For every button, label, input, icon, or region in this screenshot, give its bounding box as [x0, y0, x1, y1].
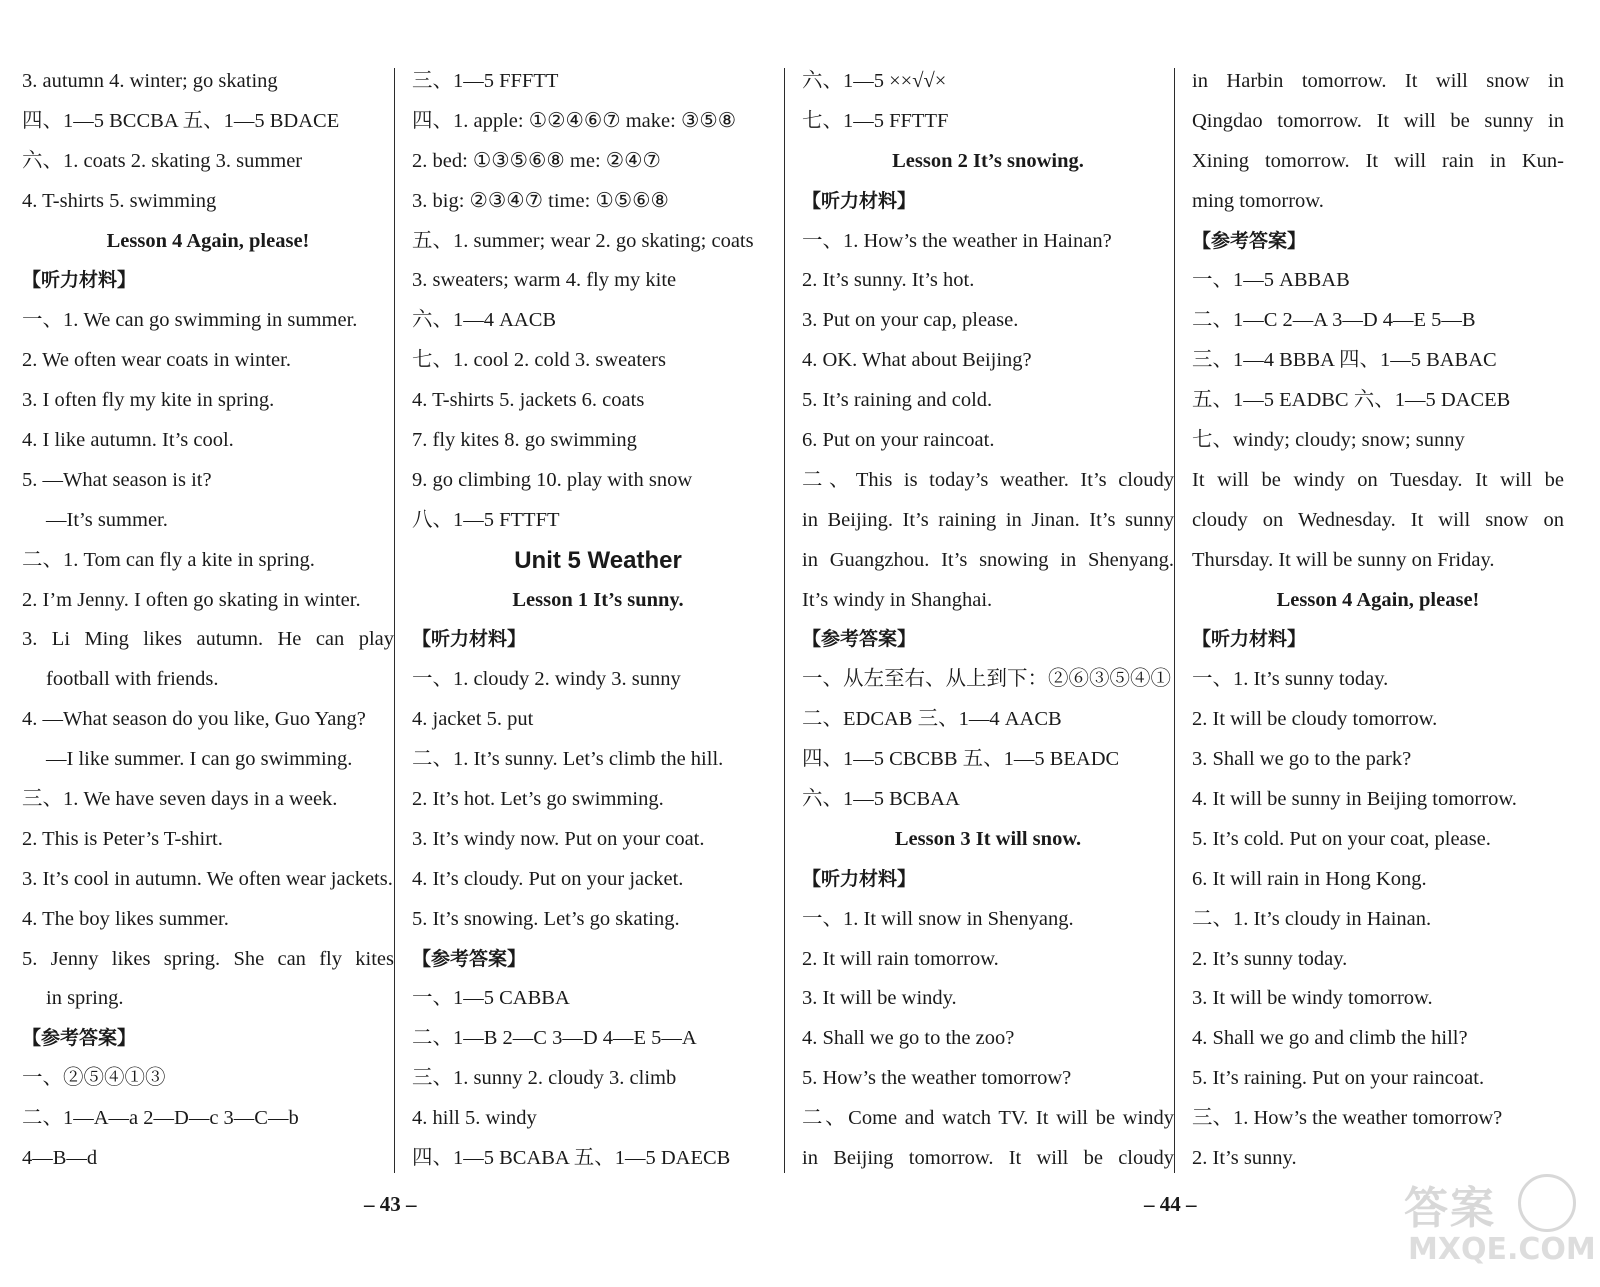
text-line: 八、1—5 FTTFT	[412, 508, 560, 531]
section-tag: 【参考答案】	[1192, 229, 1307, 252]
text-line: 三、1—5 FFFTT	[412, 70, 559, 92]
column-divider	[394, 68, 395, 1173]
text-line: 七、1—5 FFTTF	[802, 109, 949, 132]
section-tag: 【听力材料】	[802, 867, 917, 890]
text-line: 二、1—B 2—C 3—D 4—E 5—A	[412, 1027, 697, 1050]
text-line: 三、1. We have seven days in a week.	[22, 788, 338, 811]
text-line: 二、1. It’s cloudy in Hainan.	[1192, 907, 1432, 930]
text-line: It’s windy in Shanghai.	[802, 588, 993, 611]
text-line: football with friends.	[46, 668, 219, 691]
text-line: 3. Li Ming likes autumn. He can play	[22, 628, 394, 651]
text-line: 3. big: ②③④⑦ time: ①⑤⑥⑧	[412, 189, 669, 212]
text-line: 3. Shall we go to the park?	[1192, 748, 1412, 771]
column-2	[412, 62, 784, 1179]
text-line: Thursday. It will be sunny on Friday.	[1192, 548, 1495, 571]
text-line: 2. It’s sunny.	[1192, 1147, 1297, 1170]
text-line: Qingdao tomorrow. It will be sunny in	[1192, 109, 1564, 132]
text-line: —I like summer. I can go swimming.	[46, 748, 353, 771]
text-line: 4. The boy likes summer.	[22, 907, 229, 930]
section-tag: 【参考答案】	[412, 947, 527, 970]
text-line: 4. hill 5. windy	[412, 1107, 537, 1130]
lesson-heading: Lesson 1 It’s sunny.	[512, 588, 684, 611]
lesson-heading: Lesson 3 It will snow.	[894, 827, 1082, 850]
text-line: 一、1. It’s sunny today.	[1192, 668, 1389, 691]
text-line: 4. Shall we go to the zoo?	[802, 1027, 1015, 1050]
text-line: 2. I’m Jenny. I often go skating in winter.	[22, 588, 361, 611]
text-line: 六、1—4 AACB	[412, 309, 557, 332]
column-3	[802, 62, 1174, 1179]
watermark-badge-icon	[1518, 1174, 1576, 1232]
text-line: 四、1—5 CBCBB 五、1—5 BEADC	[802, 748, 1120, 771]
text-line: in Beijing tomorrow. It will be cloudy	[802, 1147, 1174, 1170]
text-line: 五、1. summer; wear 2. go skating; coats	[412, 229, 754, 252]
section-tag: 【听力材料】	[22, 269, 137, 292]
text-line: 4. T-shirts 5. swimming	[22, 189, 217, 212]
text-line: 一、②⑤④①③	[22, 1067, 166, 1090]
text-line: 六、1. coats 2. skating 3. summer	[22, 149, 303, 172]
unit-heading: Unit 5 Weather	[514, 546, 682, 574]
text-line: 7. fly kites 8. go swimming	[412, 429, 637, 452]
lesson-heading: Lesson 4 Again, please!	[1276, 588, 1480, 611]
column-4	[1192, 62, 1564, 1179]
text-line: 6. Put on your raincoat.	[802, 429, 995, 452]
text-line: 4. It’s cloudy. Put on your jacket.	[412, 867, 684, 890]
text-line: 3. It’s cool in autumn. We often wear jackets.	[22, 867, 393, 890]
text-line: 六、1—5 ××√√×	[802, 70, 947, 92]
text-line: 5. How’s the weather tomorrow?	[802, 1067, 1072, 1090]
text-line: It will be windy on Tuesday. It will be	[1192, 468, 1564, 491]
text-line: in Beijing. It’s raining in Jinan. It’s sunny	[802, 508, 1174, 531]
column-divider	[1174, 68, 1175, 1173]
text-line: 4. It will be sunny in Beijing tomorrow.	[1192, 788, 1517, 811]
section-tag: 【听力材料】	[802, 189, 917, 212]
text-line: 七、1. cool 2. cold 3. sweaters	[412, 349, 666, 372]
watermark-url: MXQE.COM	[1408, 1232, 1596, 1267]
text-line: 4. T-shirts 5. jackets 6. coats	[412, 389, 645, 412]
text-line: 二、This is today’s weather. It’s cloudy	[802, 468, 1174, 491]
text-line: 四、1—5 BCABA 五、1—5 DAECB	[412, 1147, 731, 1170]
text-line: 一、1. cloudy 2. windy 3. sunny	[412, 668, 681, 691]
text-line: 5. It’s snowing. Let’s go skating.	[412, 907, 680, 930]
text-line: 一、从左至右、从上到下：②⑥③⑤④①	[802, 668, 1171, 691]
watermark-logo	[1398, 1170, 1596, 1280]
text-line: 一、1. How’s the weather in Hainan?	[802, 229, 1112, 252]
column-divider	[784, 68, 785, 1173]
text-line: 二、1—A—a 2—D—c 3—C—b	[22, 1107, 299, 1130]
text-line: 3. Put on your cap, please.	[802, 309, 1019, 332]
text-line: 4. I like autumn. It’s cool.	[22, 429, 234, 452]
text-line: 3. It will be windy.	[802, 987, 957, 1010]
text-line: cloudy on Wednesday. It will snow on	[1192, 508, 1564, 531]
text-line: 4. OK. What about Beijing?	[802, 349, 1032, 372]
text-line: 2. It will be cloudy tomorrow.	[1192, 708, 1438, 731]
text-line: 2. It’s hot. Let’s go swimming.	[412, 788, 664, 811]
page-number-left: – 43 –	[364, 1192, 417, 1216]
text-line: 二、Come and watch TV. It will be windy	[802, 1107, 1174, 1130]
text-line: 五、1—5 EADBC 六、1—5 DACEB	[1192, 389, 1511, 412]
text-line: Xining tomorrow. It will rain in Kun-	[1192, 149, 1564, 172]
text-line: 5. It’s raining. Put on your raincoat.	[1192, 1067, 1485, 1090]
text-line: 3. It will be windy tomorrow.	[1192, 987, 1433, 1010]
text-line: 四、1. apple: ①②④⑥⑦ make: ③⑤⑧	[412, 109, 737, 132]
text-line: ming tomorrow.	[1192, 189, 1324, 212]
text-line: 一、1. It will snow in Shenyang.	[802, 907, 1074, 930]
text-line: 二、1—C 2—A 3—D 4—E 5—B	[1192, 309, 1476, 332]
watermark-text: 答案	[1404, 1183, 1496, 1234]
text-line: 二、1. Tom can fly a kite in spring.	[22, 548, 315, 571]
text-line: 六、1—5 BCBAA	[802, 788, 960, 811]
text-line: in spring.	[46, 987, 124, 1010]
text-line: 2. It’s sunny. It’s hot.	[802, 269, 975, 292]
text-line: 一、1. We can go swimming in summer.	[22, 309, 358, 332]
column-1	[22, 62, 394, 1179]
text-line: in Harbin tomorrow. It will snow in	[1192, 70, 1564, 92]
text-line: —It’s summer.	[46, 508, 168, 531]
text-line: 2. It will rain tomorrow.	[802, 947, 999, 970]
text-line: 2. This is Peter’s T-shirt.	[22, 827, 223, 850]
text-line: 3. It’s windy now. Put on your coat.	[412, 827, 705, 850]
text-line: 4—B—d	[22, 1147, 98, 1170]
text-line: 9. go climbing 10. play with snow	[412, 468, 693, 491]
text-line: 2. It’s sunny today.	[1192, 947, 1348, 970]
page-number-right: – 44 –	[1144, 1192, 1197, 1216]
text-line: 三、1. How’s the weather tomorrow?	[1192, 1107, 1503, 1130]
text-line: 4. jacket 5. put	[412, 708, 534, 731]
text-line: 四、1—5 BCCBA 五、1—5 BDACE	[22, 109, 340, 132]
text-line: 二、1. It’s sunny. Let’s climb the hill.	[412, 748, 724, 771]
text-line: 3. autumn 4. winter; go skating	[22, 70, 278, 92]
section-tag: 【参考答案】	[802, 628, 917, 651]
section-tag: 【听力材料】	[1192, 628, 1307, 651]
text-line: 2. We often wear coats in winter.	[22, 349, 291, 372]
text-line: 二、EDCAB 三、1—4 AACB	[802, 708, 1062, 731]
text-line: 5. It’s cold. Put on your coat, please.	[1192, 827, 1491, 850]
text-line: 4. Shall we go and climb the hill?	[1192, 1027, 1468, 1050]
lesson-heading: Lesson 2 It’s snowing.	[892, 149, 1084, 172]
text-line: in Guangzhou. It’s snowing in Shenyang.	[802, 548, 1174, 571]
text-line: 3. sweaters; warm 4. fly my kite	[412, 269, 677, 292]
text-line: 5. Jenny likes spring. She can fly kites	[22, 947, 394, 970]
text-line: 4. —What season do you like, Guo Yang?	[22, 708, 366, 731]
text-line: 一、1—5 CABBA	[412, 987, 570, 1010]
text-line: 5. It’s raining and cold.	[802, 389, 993, 412]
text-line: 2. bed: ①③⑤⑥⑧ me: ②④⑦	[412, 149, 661, 172]
section-tag: 【听力材料】	[412, 628, 527, 651]
section-tag: 【参考答案】	[22, 1027, 137, 1050]
text-line: 三、1. sunny 2. cloudy 3. climb	[412, 1067, 677, 1090]
text-line: 6. It will rain in Hong Kong.	[1192, 867, 1427, 890]
text-line: 一、1—5 ABBAB	[1192, 269, 1350, 292]
text-line: 三、1—4 BBBA 四、1—5 BABAC	[1192, 349, 1497, 372]
text-line: 七、windy; cloudy; snow; sunny	[1192, 429, 1465, 452]
text-line: 3. I often fly my kite in spring.	[22, 389, 275, 412]
lesson-heading: Lesson 4 Again, please!	[106, 229, 310, 252]
text-line: 5. —What season is it?	[22, 468, 212, 491]
